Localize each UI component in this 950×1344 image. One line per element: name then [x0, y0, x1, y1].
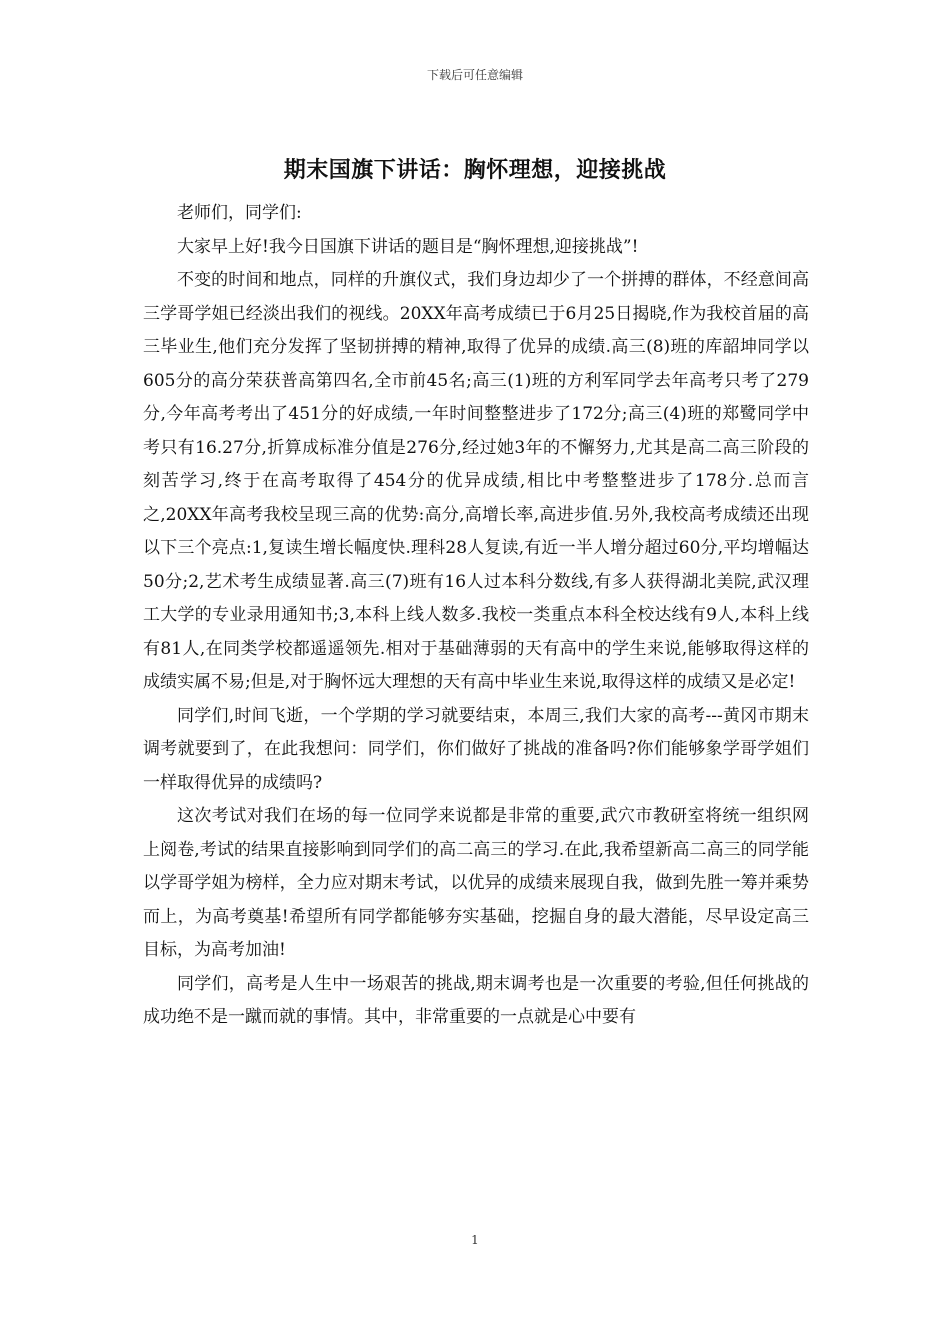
paragraph-greeting: 大家早上好!我今日国旗下讲话的题目是“胸怀理想,迎接挑战”! — [177, 236, 639, 257]
paragraph-results: 不变的时间和地点，同样的升旗仪式，我们身边却少了一个拼搏的群体，不经意间高三学哥学姐已经淡出我们的视线。20XX年高考成绩已于6月25日揭晓,作为我校首届的高三毕业生,他们充分发挥了坚韧拼搏的精神,取得了优异的成绩.高三(8)班的库韶坤同学以605分的高分荣获普高第四名,全市前45名;高三(1)班的方利军同学去年高考只考了279分,今年高考考出了451分的好成绩,一年时间整整进步了172分;高三(4)班的郑鹭同学中考只有16.27分,折算成标准分值是276分,经过她3年的不懈努力,尤其是高二高三阶段的刻苦学习,终于在高考取得了454分的优异成绩,相比中考整整进步了178分.总而言之,20XX年高考我校呈现三高的优势:高分,高增长率,高进步值.另外,我校高考成绩还出现以下三个亮点:1,复读生增长幅度快.理科28人复读,有近一半人增分超过60分,平均增幅达50分;2,艺术考生成绩显著.高三(7)班有16人过本科分数线,有多人获得湖北美院,武汉理工大学的专业录用通知书;3,本科上线人数多.我校一类重点本科全校达线有9人,本科上线有81人,在同类学校都遥遥领先.相对于基础薄弱的天有高中的学生来说,能够取得这样的成绩实属不易;但是,对于胸怀远大理想的天有高中毕业生来说,取得这样的成绩又是必定! — [143, 270, 809, 692]
paragraph-salutation: 老师们，同学们: — [177, 203, 302, 223]
paragraph-exam-question: 同学们,时间飞逝，一个学期的学习就要结束，本周三,我们大家的高考---黄冈市期末调考就要到了，在此我想问：同学们，你们做好了挑战的准备吗?你们能够象学哥学姐们一样取得优异的成绩吗? — [143, 705, 809, 793]
document-title: 期末国旗下讲话：胸怀理想，迎接挑战 — [283, 158, 667, 183]
page-header-note: 下载后可任意编辑 — [426, 68, 523, 82]
page-number: 1 — [471, 1233, 479, 1247]
document-body — [143, 197, 809, 1035]
paragraph-exam-importance: 这次考试对我们在场的每一位同学来说都是非常的重要,武穴市教研室将统一组织网上阅卷,考试的结果直接影响到同学们的高二高三的学习.在此,我希望新高二高三的同学能以学哥学姐为榜样，全力应对期末考试，以优异的成绩来展现自我，做到先胜一筹并乘势而上，为高考奠基!希望所有同学都能够夯实基础，挖掘自身的最大潜能，尽早设定高三目标，为高考加油! — [143, 806, 809, 960]
paragraph-challenge: 同学们，高考是人生中一场艰苦的挑战,期末调考也是一次重要的考验,但任何挑战的成功绝不是一蹴而就的事情。其中，非常重要的一点就是心中要有 — [143, 973, 809, 1027]
